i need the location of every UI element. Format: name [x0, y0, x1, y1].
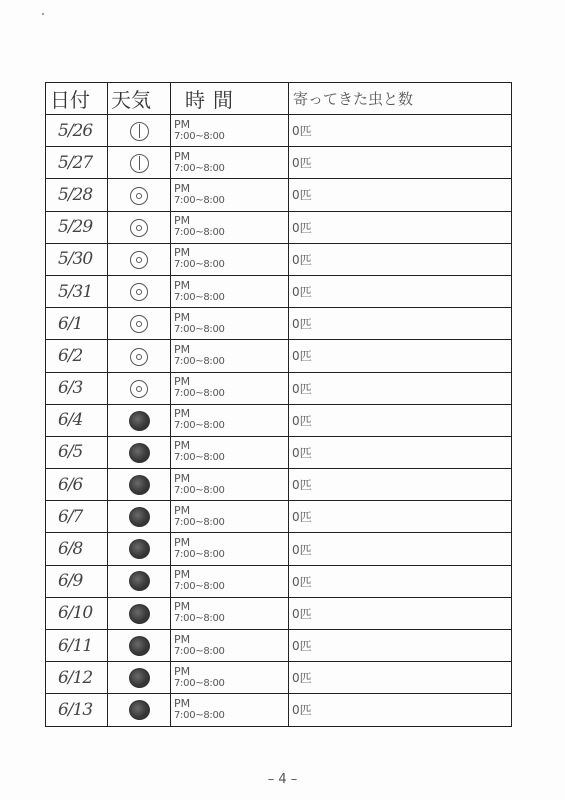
table-row	[46, 340, 512, 372]
row-insect-count: 0匹	[289, 469, 512, 501]
table-row	[46, 115, 512, 147]
row-date: 6/9	[46, 565, 108, 597]
row-weather	[108, 565, 171, 597]
row-weather	[108, 340, 171, 372]
row-date: 6/11	[46, 630, 108, 662]
time-pm-label: PM	[174, 181, 191, 195]
rain-icon	[129, 507, 150, 527]
row-insect-count: 0匹	[289, 436, 512, 468]
row-weather	[108, 179, 171, 211]
row-insect-count: 0匹	[289, 662, 512, 694]
row-insect-count: 0匹	[289, 533, 512, 565]
row-time	[171, 275, 289, 307]
table-row	[46, 404, 512, 436]
table-row	[46, 630, 512, 662]
sunny-icon	[130, 187, 148, 205]
time-range: 7:00~8:00	[174, 613, 225, 625]
time-pm-label: PM	[174, 278, 191, 292]
page-number: – 4 –	[267, 772, 298, 787]
table-row	[46, 501, 512, 533]
row-weather	[108, 469, 171, 501]
row-weather	[108, 211, 171, 243]
table-row	[46, 662, 512, 694]
row-date: 5/30	[46, 243, 108, 275]
time-pm-label: PM	[174, 246, 191, 260]
time-range: 7:00~8:00	[174, 677, 225, 689]
time-pm-label: PM	[174, 536, 191, 550]
row-date: 6/4	[46, 404, 108, 436]
sunny-icon	[130, 219, 148, 237]
row-weather	[108, 694, 171, 726]
table-row	[46, 469, 512, 501]
row-weather	[108, 436, 171, 468]
row-date: 6/7	[46, 501, 108, 533]
table-row	[46, 565, 512, 597]
row-time	[171, 662, 289, 694]
header-time: 時間	[171, 83, 289, 115]
row-date: 6/2	[46, 340, 108, 372]
time-pm-label: PM	[174, 214, 191, 228]
row-insect-count: 0匹	[289, 115, 512, 147]
rain-icon	[129, 411, 150, 431]
row-time	[171, 147, 289, 179]
insect-observation-table	[45, 82, 512, 727]
row-date: 6/10	[46, 597, 108, 629]
row-weather	[108, 501, 171, 533]
row-time	[171, 630, 289, 662]
sunny-icon	[130, 283, 148, 301]
time-pm-label: PM	[174, 439, 191, 453]
time-range: 7:00~8:00	[174, 645, 225, 657]
time-range: 7:00~8:00	[174, 355, 225, 367]
row-date: 5/26	[46, 115, 108, 147]
row-weather	[108, 275, 171, 307]
header-insect-count: 寄ってきた虫と数	[289, 83, 512, 115]
time-range: 7:00~8:00	[174, 516, 225, 528]
row-insect-count: 0匹	[289, 694, 512, 726]
row-date: 5/29	[46, 211, 108, 243]
rain-icon	[129, 475, 150, 495]
table-row	[46, 694, 512, 726]
time-range: 7:00~8:00	[174, 484, 225, 496]
paper-speck	[42, 13, 44, 15]
time-pm-label: PM	[174, 117, 191, 131]
rain-icon	[129, 700, 150, 720]
time-pm-label: PM	[174, 568, 191, 582]
row-insect-count: 0匹	[289, 211, 512, 243]
rain-icon	[129, 668, 150, 688]
row-weather	[108, 533, 171, 565]
row-date: 5/27	[46, 147, 108, 179]
time-range: 7:00~8:00	[174, 130, 225, 142]
rain-icon	[129, 636, 150, 656]
time-pm-label: PM	[174, 632, 191, 646]
time-range: 7:00~8:00	[174, 420, 225, 432]
row-insect-count: 0匹	[289, 372, 512, 404]
row-insect-count: 0匹	[289, 597, 512, 629]
time-pm-label: PM	[174, 696, 191, 710]
row-time	[171, 533, 289, 565]
row-weather	[108, 630, 171, 662]
row-time	[171, 372, 289, 404]
row-insect-count: 0匹	[289, 404, 512, 436]
time-range: 7:00~8:00	[174, 388, 225, 400]
time-range: 7:00~8:00	[174, 323, 225, 335]
table-row	[46, 372, 512, 404]
time-pm-label: PM	[174, 471, 191, 485]
table-row	[46, 275, 512, 307]
time-range: 7:00~8:00	[174, 452, 225, 464]
row-date: 6/6	[46, 469, 108, 501]
partly-cloudy-icon	[130, 154, 149, 173]
time-pm-label: PM	[174, 503, 191, 517]
sunny-icon	[130, 315, 148, 333]
row-weather	[108, 662, 171, 694]
row-insect-count: 0匹	[289, 630, 512, 662]
row-date: 6/8	[46, 533, 108, 565]
time-pm-label: PM	[174, 407, 191, 421]
row-time	[171, 243, 289, 275]
row-time	[171, 501, 289, 533]
row-insect-count: 0匹	[289, 340, 512, 372]
row-date: 5/28	[46, 179, 108, 211]
table-row	[46, 243, 512, 275]
row-time	[171, 469, 289, 501]
header-date: 日付	[46, 83, 108, 115]
header-row	[46, 83, 512, 115]
row-insect-count: 0匹	[289, 308, 512, 340]
partly-cloudy-icon	[130, 122, 149, 141]
row-insect-count: 0匹	[289, 275, 512, 307]
sunny-icon	[130, 251, 148, 269]
row-weather	[108, 243, 171, 275]
row-insect-count: 0匹	[289, 179, 512, 211]
rain-icon	[129, 604, 150, 624]
row-time	[171, 179, 289, 211]
row-insect-count: 0匹	[289, 501, 512, 533]
time-pm-label: PM	[174, 342, 191, 356]
time-pm-label: PM	[174, 600, 191, 614]
row-date: 6/5	[46, 436, 108, 468]
row-date: 6/3	[46, 372, 108, 404]
time-pm-label: PM	[174, 664, 191, 678]
row-time	[171, 597, 289, 629]
row-date: 6/1	[46, 308, 108, 340]
row-weather	[108, 404, 171, 436]
time-pm-label: PM	[174, 375, 191, 389]
time-range: 7:00~8:00	[174, 162, 225, 174]
header-weather: 天気	[108, 83, 171, 115]
rain-icon	[129, 539, 150, 559]
row-insect-count: 0匹	[289, 565, 512, 597]
table-row	[46, 179, 512, 211]
rain-icon	[129, 443, 150, 463]
time-range: 7:00~8:00	[174, 259, 225, 271]
rain-icon	[129, 571, 150, 591]
row-time	[171, 211, 289, 243]
table-row	[46, 597, 512, 629]
time-range: 7:00~8:00	[174, 581, 225, 593]
table-row	[46, 211, 512, 243]
time-range: 7:00~8:00	[174, 549, 225, 561]
table-row	[46, 436, 512, 468]
row-weather	[108, 597, 171, 629]
row-time	[171, 694, 289, 726]
sunny-icon	[130, 348, 148, 366]
time-range: 7:00~8:00	[174, 227, 225, 239]
row-time	[171, 340, 289, 372]
time-pm-label: PM	[174, 149, 191, 163]
row-weather	[108, 115, 171, 147]
row-date: 5/31	[46, 275, 108, 307]
row-time	[171, 436, 289, 468]
row-weather	[108, 308, 171, 340]
row-insect-count: 0匹	[289, 243, 512, 275]
row-date: 6/13	[46, 694, 108, 726]
table-row	[46, 147, 512, 179]
time-range: 7:00~8:00	[174, 709, 225, 721]
row-date: 6/12	[46, 662, 108, 694]
row-time	[171, 115, 289, 147]
row-insect-count: 0匹	[289, 147, 512, 179]
time-pm-label: PM	[174, 310, 191, 324]
time-range: 7:00~8:00	[174, 194, 225, 206]
row-time	[171, 404, 289, 436]
row-weather	[108, 147, 171, 179]
table-row	[46, 533, 512, 565]
row-time	[171, 565, 289, 597]
row-time	[171, 308, 289, 340]
row-weather	[108, 372, 171, 404]
time-range: 7:00~8:00	[174, 291, 225, 303]
sunny-icon	[130, 380, 148, 398]
table-row	[46, 308, 512, 340]
